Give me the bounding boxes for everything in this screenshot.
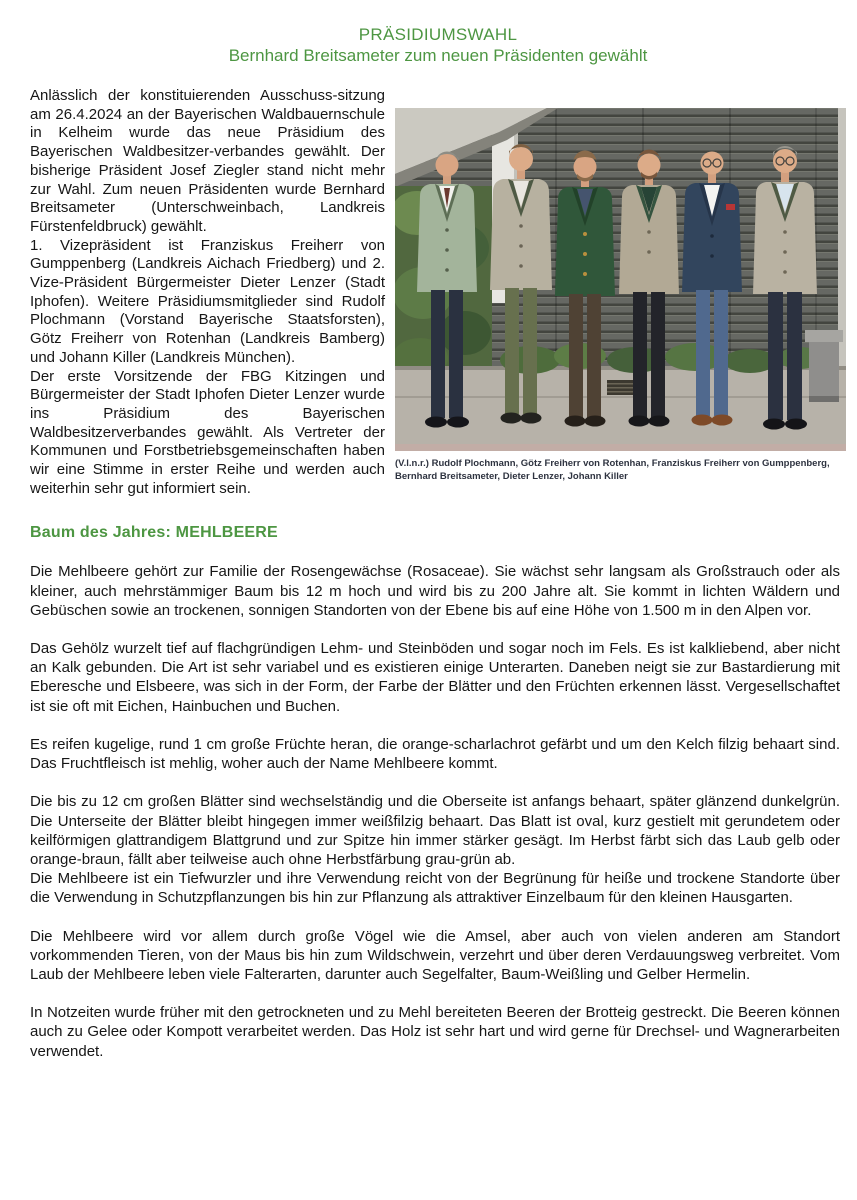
drain-grate [607, 380, 635, 395]
section-paragraph: Das Gehölz wurzelt tief auf flachgründigen Lehm- und Steinböden und sogar noch im Fels. Es ist kalkliebend, aber nicht an Kalk gebunden. Die Art ist sehr variabel und es existieren einige Unterarten. Daneben neigt sie zur Bastardierung mit Eberesche und Elsbeere, was sich in der Form, der Farbe der Blätter und den Früchten erkennen lässt. Vergesellschaftet ist sie oft mit Eichen, Hainbuchen und Buchen. [30, 640, 840, 715]
section-paragraph: Die Mehlbeere wird vor allem durch große Vögel wie die Amsel, aber auch von vielen anderen am Standort vorkommenden Tieren, von der Maus bis hin zum Wildschwein, verzehrt und über deren Verdauungsweg verbreitet. Vom Laub der Mehlbeere leben viele Falterarten, darunter auch Segelfalter, Baum-Weißling und Gelber Hermelin. [30, 927, 840, 983]
section-paragraph: Es reifen kugelige, rund 1 cm große Früchte heran, die orange-scharlachrot gefärbt und um den Kelch filzig behaart sind. Das Fruchtfleisch ist mehlig, woher auch der Name Mehlbeere kommt. [30, 735, 840, 773]
section-paragraph: Die bis zu 12 cm großen Blätter sind wechselständig und die Oberseite ist anfangs behaart, später glänzend dunkelgrün. Die Unterseite der Blätter bleibt hingegen immer weißfilzig behaart. Das Blatt ist oval, kurz gestielt mit gerundetem oder keilförmigen glattrandigem Blattgrund und zur Spitze hin immer stärker gesägt. Im Herbst färbt sich das Laub gelb oder orange-braun, fällt aber teilweise auch ohne Herbstfärbung grau-grün ab. [30, 793, 840, 868]
group-photo [395, 108, 846, 451]
page-subtitle: Bernhard Breitsameter zum neuen Präsidenten gewählt [228, 46, 648, 65]
section-paragraph: Die Mehlbeere ist ein Tiefwurzler und ihre Verwendung reicht von der Begrünung für heiße und trockene Standorte über die Verwendung in Schutzpflanzungen bis hin zur Pflanzung als attraktiver Einzelbaum für den kleinen Hausgarten. [30, 870, 840, 907]
article-paragraph: 1. Vizepräsident ist Franziskus Freiherr von Gumppenberg (Landkreis Aichach Friedberg) und 2. Vize-Präsident Bürgermeister Dieter Lenzer (Stadt Iphofen). Weitere Präsidiumsmitglieder sind Rudolf Plochmann (Vorstand Bayerische Staatsforsten), Götz Freiherr von Rotenhan (Landkreis Bamberg) und Johann Killer (Landkreis München). [30, 236, 385, 366]
article-section [30, 87, 846, 498]
photo-bollard [805, 330, 843, 402]
article-paragraph: Anlässlich der konstituierenden Ausschuss-sitzung am 26.4.2024 an der Bayerischen Waldbauernschule in Kelheim wurde das neue Präsidium des Bayerischen Waldbesitzer-verbandes gewählt. Der bisherige Präsident Josef Ziegler stand nicht mehr zur Wahl. Zum neuen Präsidenten wurde Bernhard Breitsameter (Unterschweinbach, Landkreis Fürstenfeldbruck) gewählt. [30, 87, 385, 235]
section-heading: Baum des Jahres: MEHLBEERE [30, 524, 278, 542]
section-paragraph: Die Mehlbeere gehört zur Familie der Rosengewächse (Rosaceae). Sie wächst sehr langsam als Großstrauch oder als kleiner, auch mehrstämmiger Baum bis 12 m hoch und wird bis zu 200 Jahre alt. Sie kommt in lichten Wäldern und Gebüschen sowie an trockenen, sonnigen Standorten von der Ebene bis auf eine Höhe von 1.500 m in den Alpen vor. [30, 563, 840, 619]
page-title: PRÄSIDIUMSWAHL [358, 25, 518, 44]
tree-of-the-year-section [30, 524, 840, 1060]
section-paragraph: In Notzeiten wurde früher mit den getrockneten und zu Mehl bereiteten Beeren der Brotteig gestreckt. Die Beeren können auch zu Gelee oder Kompott verarbeitet werden. Das Holz ist sehr hart und wird gerne für Drechsel- und Wagnerarbeiten verwendet. [30, 1004, 840, 1060]
page-header [30, 24, 846, 67]
article-paragraph: Der erste Vorsitzende der FBG Kitzingen und Bürgermeister der Stadt Iphofen Dieter Lenzer wurde ins Präsidium des Bayerischen Waldbesitzerverbandes gewählt. Als Vertreter der Kommunen und Forstbetriebsgemeinschaften haben wir eine Stimme in erster Reihe und werden auch weiterhin sehr gut informiert sein. [30, 367, 385, 497]
photo-column [395, 108, 846, 483]
photo-caption: (V.l.n.r.) Rudolf Plochmann, Götz Freiherr von Rotenhan, Franziskus Freiherr von Gumppenberg, Bernhard Breitsameter, Dieter Lenzer, Johann Killer [395, 458, 830, 482]
article-text-column [30, 87, 385, 498]
